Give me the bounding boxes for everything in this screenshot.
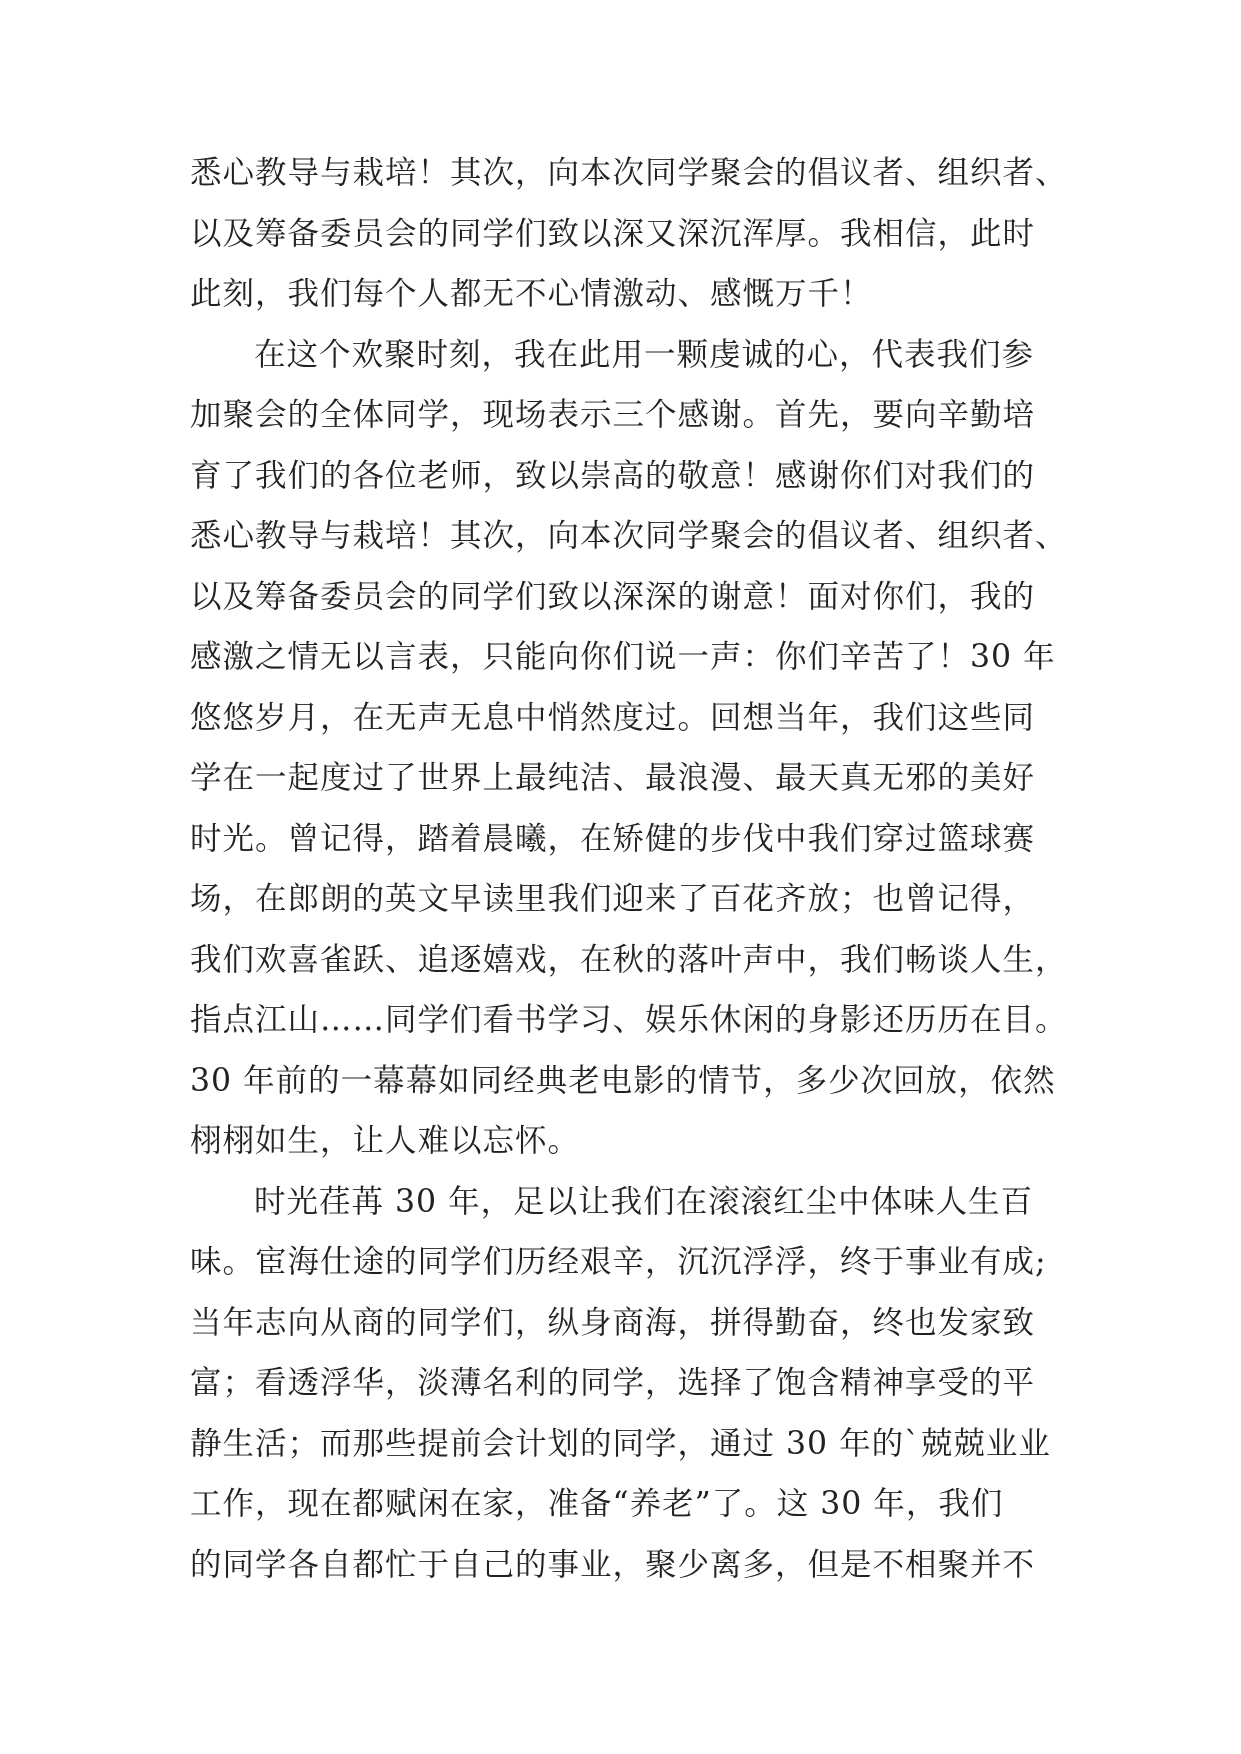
- text-line: 以及筹备委员会的同学们致以深又深沉浑厚。我相信，此时: [190, 215, 1036, 252]
- text-line: 栩栩如生，让人难以忘怀。: [190, 1123, 581, 1159]
- text-line: 工作，现在都赋闲在家，准备“养老”了。这 30 年，我们: [190, 1486, 1004, 1522]
- text-line: 当年志向从商的同学们，纵身商海，拼得勤奋，终也发家致: [190, 1304, 1036, 1341]
- text-line: 悉心教导与栽培！其次，向本次同学聚会的倡议者、组织者、: [190, 155, 1068, 191]
- text-line: 富；看透浮华，淡薄名利的同学，选择了饱含精神享受的平: [190, 1365, 1036, 1401]
- text-line: 悉心教导与栽培！其次，向本次同学聚会的倡议者、组织者、: [190, 518, 1068, 554]
- paragraph-first-line: 时光荏苒 30 年，足以让我们在滚滚红尘中体味人生百: [254, 1183, 1034, 1220]
- text-line: 指点江山……同学们看书学习、娱乐休闲的身影还历历在目。: [190, 1002, 1068, 1038]
- text-line: 的同学各自都忙于自己的事业，聚少离多，但是不相聚并不: [190, 1546, 1036, 1583]
- text-line: 以及筹备委员会的同学们致以深深的谢意！面对你们，我的: [190, 578, 1036, 615]
- text-line: 加聚会的全体同学，现场表示三个感谢。首先，要向辛勤培: [190, 397, 1036, 433]
- document-body: [190, 143, 1068, 1595]
- text-line: 感激之情无以言表，只能向你们说一声：你们辛苦了！30 年: [190, 639, 1056, 675]
- text-line: 悠悠岁月，在无声无息中悄然度过。回想当年，我们这些同: [190, 699, 1036, 736]
- text-line: 30 年前的一幕幕如同经典老电影的情节，多少次回放，依然: [190, 1062, 1056, 1099]
- text-line: 时光。曾记得，踏着晨曦，在矫健的步伐中我们穿过篮球赛: [190, 820, 1036, 857]
- text-line: 学在一起度过了世界上最纯洁、最浪漫、最天真无邪的美好: [190, 760, 1036, 796]
- text-line: 我们欢喜雀跃、追逐嬉戏，在秋的落叶声中，我们畅谈人生，: [190, 941, 1068, 978]
- text-line: 场，在郎朗的英文早读里我们迎来了百花齐放；也曾记得，: [190, 881, 1036, 917]
- text-line: 育了我们的各位老师，致以崇高的敬意！感谢你们对我们的: [190, 457, 1036, 494]
- text-line: 静生活；而那些提前会计划的同学，通过 30 年的`兢兢业业: [190, 1425, 1051, 1462]
- text-line: 味。宦海仕途的同学们历经艰辛，沉沉浮浮，终于事业有成;: [190, 1244, 1047, 1280]
- paragraph-first-line: 在这个欢聚时刻，我在此用一颗虔诚的心，代表我们参: [254, 336, 1035, 373]
- text-line: 此刻，我们每个人都无不心情激动、感慨万千！: [190, 276, 873, 312]
